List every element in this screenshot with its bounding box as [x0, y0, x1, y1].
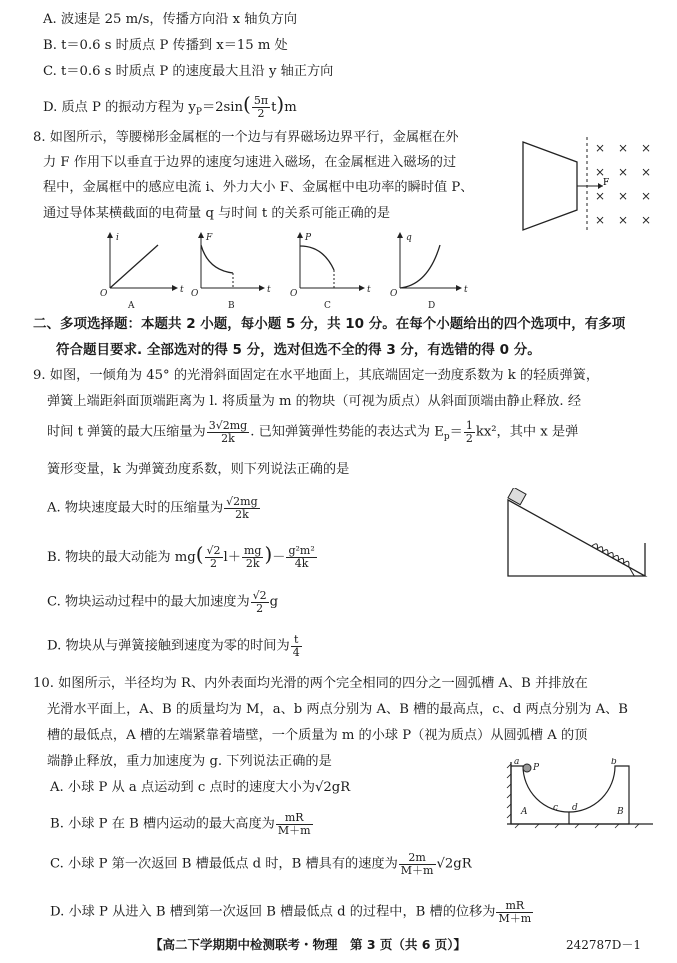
svg-text:×: × — [595, 189, 606, 203]
q8-graphs — [88, 230, 468, 312]
q10-option-d: D. 小球 P 从进入 B 槽到第一次返回 B 槽最低点 d 的过程中，B 槽的位移为 $\frac{mR}{M+m}$ — [50, 899, 532, 925]
svg-text:×: × — [618, 141, 629, 155]
q10-line-1: 10. 如图所示，半径均为 R、内外表面均光滑的两个完全相同的四分之一圆弧槽 A、B 并排放在 — [33, 676, 588, 691]
svg-text:t: t — [180, 285, 184, 295]
graph-d — [390, 232, 468, 311]
q10-line-4: 端静止释放，重力加速度为 g. 下列说法正确的是 — [47, 754, 332, 769]
q8-line-1: 8. 如图所示，等腰梯形金属框的一个边与有界磁场边界平行，金属框在外 — [33, 130, 459, 145]
q8-line-4: 通过导体某横截面的电荷量 q 与时间 t 的关系可能正确的是 — [43, 206, 391, 221]
q8-trapezoid-figure — [515, 132, 665, 237]
svg-text:O: O — [191, 289, 199, 299]
svg-text:t: t — [267, 285, 271, 295]
graph-d-label: D — [428, 301, 436, 311]
svg-text:×: × — [618, 189, 629, 203]
q9-option-d: D. 物块从与弹簧接触到速度为零的时间为 $\frac{t}{4}$ — [47, 633, 300, 659]
graph-b — [191, 232, 271, 311]
q7-option-d: D. 质点 P 的振动方程为 $y_P=2\sin$( $\frac{5\pi}{2}$ t)m — [43, 92, 297, 120]
svg-text:O: O — [100, 289, 108, 299]
q9-option-b: B. 物块的最大动能为 mg( $\frac{√2}{2}$ l＋ $\frac{mg}{2k}$ )－ $\frac{\text{g²m²}}{4k}$ — [47, 542, 315, 570]
section-2-line-1: 二、多项选择题：本题共 2 小题，每小题 5 分，共 10 分。在每个小题给出的四个选项中，有多项 — [33, 316, 626, 332]
q9-line-1: 9. 如图，一倾角为 45° 的光滑斜面固定在水平地面上，其底端固定一劲度系数为 k 的轻质弹簧， — [33, 368, 600, 383]
svg-text:×: × — [595, 141, 606, 155]
section-2-line-2: 符合题目要求. 全部选对的得 5 分，选对但选不全的得 3 分，有选错的得 0 分。 — [56, 342, 541, 358]
svg-text:t: t — [367, 285, 371, 295]
groove-a — [511, 766, 569, 824]
graph-b-label: B — [228, 301, 235, 311]
q9-option-a: A. 物块速度最大时的压缩量为 $\frac{√2mg}{2k}$ — [47, 495, 258, 521]
graph-c — [290, 232, 371, 311]
svg-text:i: i — [116, 233, 119, 243]
graph-a — [100, 232, 184, 311]
svg-text:×: × — [641, 189, 652, 203]
footer-title: 【高二下学期期中检测联考・物理 第 3 页（共 6 页）】 — [150, 937, 467, 952]
incline — [508, 500, 645, 576]
svg-text:B: B — [617, 807, 624, 817]
footer-code: 242787D－1 — [566, 938, 642, 952]
svg-text:c: c — [553, 803, 559, 813]
q9-line-4: 簧形变量，k 为弹簧劲度系数，则下列说法正确的是 — [47, 462, 350, 477]
q9-incline-figure — [500, 488, 650, 583]
q9-option-c: C. 物块运动过程中的最大加速度为 $\frac{√2}{2}$ g — [47, 589, 279, 615]
trapezoid-frame — [523, 142, 577, 230]
q10-arc-figure — [505, 758, 655, 830]
svg-text:×: × — [641, 165, 652, 179]
svg-text:F: F — [206, 233, 213, 243]
q8-line-3: 程中，金属框中的感应电流 i、外力大小 F、金属框中电功率的瞬时值 P、 — [43, 180, 474, 195]
q10-line-3: 槽的最低点，A 槽的左端紧靠着墙壁，一个质量为 m 的小球 P（视为质点）从圆弧槽 A 的顶 — [47, 728, 588, 743]
svg-text:P: P — [305, 233, 312, 243]
svg-text:A: A — [521, 807, 528, 817]
svg-text:O: O — [390, 289, 398, 299]
force-label: F — [603, 178, 610, 188]
svg-text:q: q — [406, 233, 412, 243]
svg-text:a: a — [514, 758, 520, 767]
svg-text:b: b — [611, 758, 617, 767]
svg-text:t: t — [464, 285, 468, 295]
q10-option-c: C. 小球 P 第一次返回 B 槽最低点 d 时，B 槽具有的速度为 $\frac{2m}{M+m}$ √2gR — [50, 851, 472, 877]
q7-option-b: B. t＝0.6 s 时质点 P 传播到 x＝15 m 处 — [43, 38, 288, 53]
q10-option-a: A. 小球 P 从 a 点运动到 c 点时的速度大小为√2gR — [50, 780, 351, 795]
svg-text:P: P — [533, 763, 540, 773]
q10-line-2: 光滑水平面上，A、B 的质量均为 M，a、b 两点分别为 A、B 槽的最高点，c、d 两点分别为 A、B — [47, 702, 628, 717]
svg-text:×: × — [641, 213, 652, 227]
graph-c-label: C — [324, 301, 331, 311]
q10-option-b: B. 小球 P 在 B 槽内运动的最大高度为 $\frac{mR}{M+m}$ — [50, 811, 311, 837]
graph-a-label: A — [128, 301, 135, 311]
q7-option-c: C. t＝0.6 s 时质点 P 的速度最大且沿 y 轴正方向 — [43, 64, 334, 79]
q9-line-3: 时间 t 弹簧的最大压缩量为 $\frac{3√2mg}{2k}$ . 已知弹簧弹性势能的表达式为 $E_p=$ $\frac{1}{2}$ kx²，其中 x 是弹 — [47, 419, 579, 445]
svg-text:d: d — [572, 803, 578, 813]
svg-text:×: × — [595, 213, 606, 227]
q7-option-a: A. 波速是 25 m/s，传播方向沿 x 轴负方向 — [43, 12, 298, 27]
q9-line-2: 弹簧上端距斜面顶端距离为 l. 将质量为 m 的物块（可视为质点）从斜面顶端由静止释放. 经 — [47, 394, 582, 409]
svg-text:O: O — [290, 289, 298, 299]
ball-p — [523, 764, 531, 772]
svg-text:×: × — [595, 165, 606, 179]
svg-text:×: × — [618, 165, 629, 179]
hatching — [507, 764, 639, 828]
svg-text:×: × — [618, 213, 629, 227]
q8-line-2: 力 F 作用下以垂直于边界的速度匀速进入磁场，在金属框进入磁场的过 — [43, 155, 457, 170]
svg-text:×: × — [641, 141, 652, 155]
